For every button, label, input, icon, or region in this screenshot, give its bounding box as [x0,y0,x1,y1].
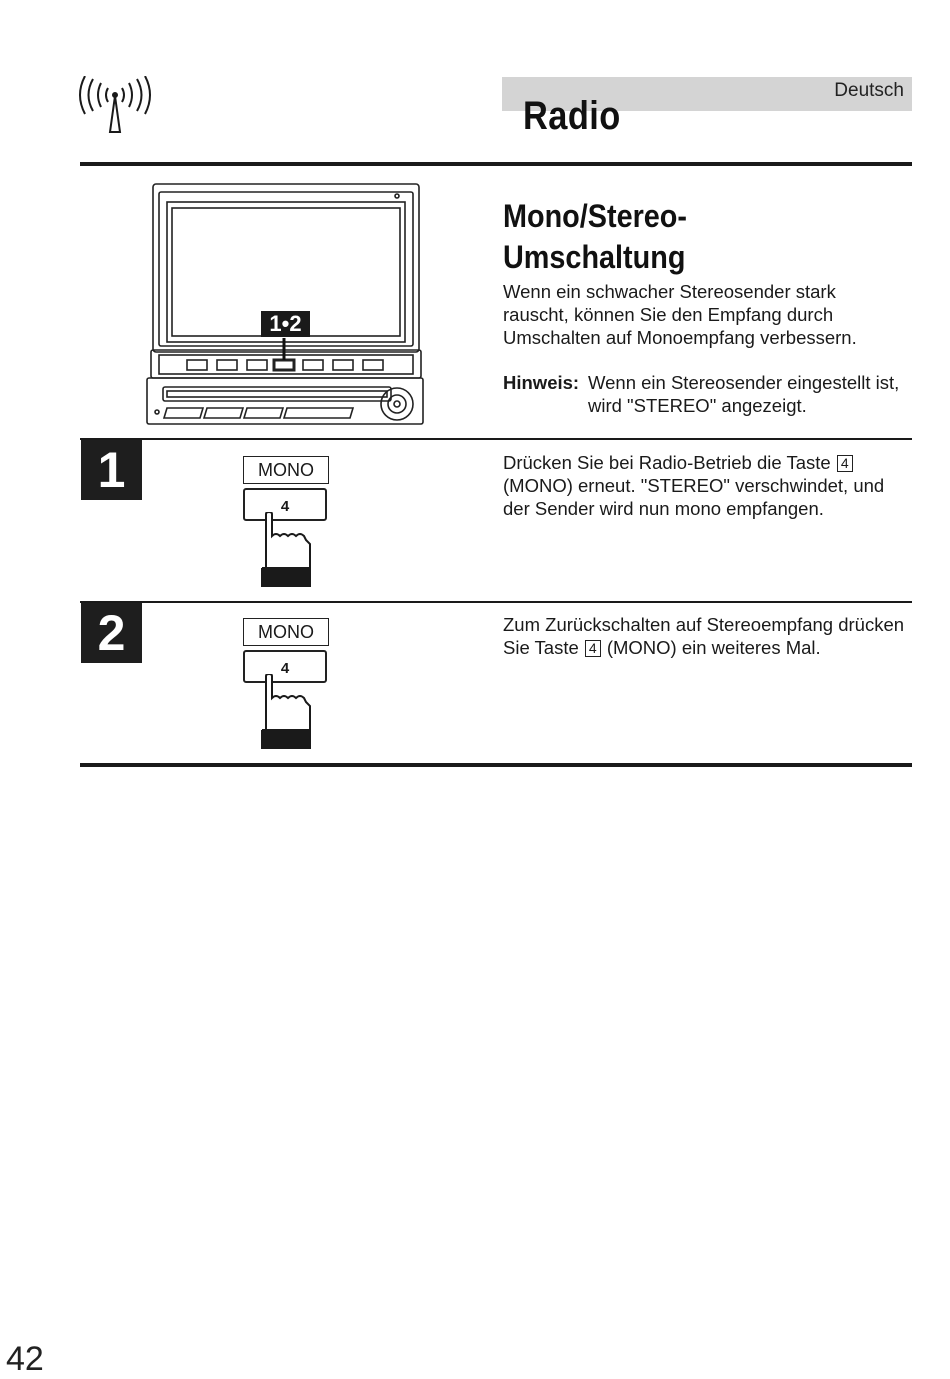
key-ref-box: 4 [585,640,601,657]
section-title-line2: Umschaltung [503,239,686,275]
step-2-badge: 2 [81,603,142,663]
section-title-line1: Mono/Stereo- [503,198,687,234]
key-ref-box: 4 [837,455,853,472]
antenna-icon [78,76,154,136]
key-4-button: 4 [243,488,327,521]
intro-text: Wenn ein schwacher Stereosender stark rauscht, können Sie den Empfang durch Umschalten auf Monoempfang verbessern. [503,281,857,348]
step-1-text [503,451,908,520]
step-2-text-after: (MONO) ein weiteres Mal. [606,637,821,658]
note-text: Wenn ein Stereosender eingestellt ist, wird "STEREO" angezeigt. [588,372,900,416]
callout-label: 1•2 [261,311,310,337]
step-2-text [503,613,908,659]
key-4-button: 4 [243,650,327,683]
pressing-finger-icon [258,512,314,588]
step2-rule [80,601,912,603]
note-label: Hinweis: [503,372,580,393]
step-1-badge: 1 [81,440,142,500]
mono-label: MONO [243,456,329,484]
header-rule [80,162,912,166]
mono-label: MONO [243,618,329,646]
section-title [503,196,863,278]
page-title: Radio [523,94,621,138]
language-label: Deutsch [834,80,904,101]
step-1-text-after: (MONO) erneut. "STEREO" verschwindet, und der Sender wird nun mono empfangen. [503,475,885,519]
head-unit-illustration [145,182,427,426]
step1-rule [80,438,912,440]
pressing-finger-icon [258,674,314,750]
step-1-text-before: Drücken Sie bei Radio-Betrieb die Taste [503,452,831,473]
page-number: 42 [6,1340,44,1378]
step-2-text-before: Zum Zurückschalten auf Stereoempfang drücken Sie Taste [503,614,905,658]
section-end-rule [80,763,912,767]
